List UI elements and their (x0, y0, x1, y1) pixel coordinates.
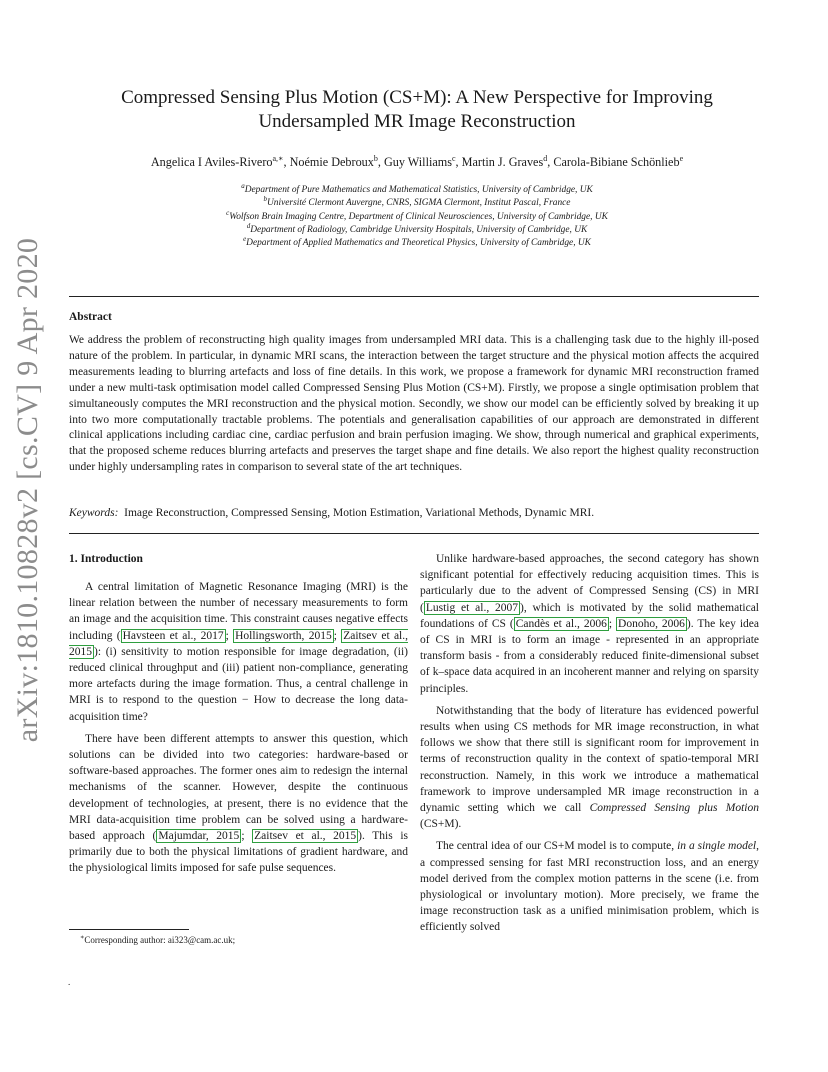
affiliation-mark: c (226, 208, 230, 217)
author-separator: , (455, 155, 462, 169)
left-column (69, 551, 408, 883)
paragraph-text: ), which is motivated by the solid mathematical foundations of CS ( (420, 601, 759, 630)
author-name: Angelica I Aviles-Rivero (150, 155, 273, 169)
paragraph-text: Unlike hardware-based approaches, the second category has shown significant potential for effectively reducing acquisition times. This is particularly due to the advent of Compressed Sensing (CS) in MRI ( (420, 553, 759, 614)
citation-separator: ; (241, 830, 253, 843)
citation-link[interactable]: Majumdar, 2015 (158, 830, 240, 843)
affiliation-list (60, 181, 774, 250)
citation-link[interactable]: Hollingsworth, 2015 (235, 629, 332, 642)
citation-link[interactable]: Donoho, 2006 (618, 617, 685, 630)
affiliation-text: Department of Pure Mathematics and Mathematical Statistics, University of Cambridge, UK (244, 185, 593, 195)
author-separator: , (283, 155, 290, 169)
author-name: Guy Williams (383, 155, 452, 169)
affiliation-line (60, 237, 774, 250)
abstract-heading: Abstract (69, 311, 112, 323)
author-affiliation-mark: c (451, 153, 456, 163)
paragraph-text: ). This is primarily due to both the physical limitations of gradient hardware, and the physiological limits imposed for safe pulse sequences. (69, 830, 408, 875)
paragraph-text: A central limitation of Magnetic Resonance Imaging (MRI) is the linear relation between the number of necessary measurements to form an image and the acquisition time. This constraint causes negative effects including ( (69, 581, 408, 642)
author-separator: , (547, 155, 554, 169)
paragraph-text: The central idea of our CS+M model is to compute, (436, 840, 678, 853)
author-name: Martin J. Graves (461, 155, 544, 169)
author-affiliation-mark: a,∗ (272, 153, 284, 163)
citation-link[interactable]: Candès et al., 2006 (515, 617, 607, 630)
affiliation-text: Wolfson Brain Imaging Centre, Department of Clinical Neurosciences, University of Cambridge, UK (229, 211, 608, 222)
footnote-text: Corresponding author: ai323@cam.ac.uk; (84, 935, 236, 945)
abstract-top-rule (69, 296, 759, 297)
affiliation-text: Department of Applied Mathematics and Theoretical Physics, University of Cambridge, UK (246, 238, 591, 249)
page-mark: . (68, 977, 71, 987)
arxiv-sidebar (6, 237, 50, 743)
intro-paragraph-1 (69, 579, 408, 725)
citation-separator: ; (225, 629, 234, 642)
affiliation-line (60, 208, 774, 224)
citation-link[interactable]: Havsteen et al., 2017 (122, 629, 224, 642)
paragraph-text: ). The key idea of CS in MRI is to form an image - represented in an appropriate transform basis - from a considerably reduced finite-dimensional subset of k–space data acquired in an incoherent manner and relying on sparsity principles. (420, 617, 759, 695)
footnote-mark: ∗ (80, 934, 85, 941)
paragraph-emphasis: in a single model (677, 840, 757, 853)
affiliation-mark: a (241, 181, 245, 190)
affiliation-line (60, 181, 774, 197)
footnote-rule (69, 929, 189, 930)
affiliation-text: Department of Radiology, Cambridge University Hospitals, University of Cambridge, UK (250, 224, 588, 235)
affiliation-line (60, 197, 774, 210)
paragraph-text: ): (i) sensitivity to motion responsible for image degradation, (ii) reduced clinical throughput and (iii) patient non-compliance, generating more artefacts during the image formation. Thus, a central challenge in MRI is to respond to the question − How to decrease the long data-acquisition time? (69, 645, 408, 723)
corresponding-author-footnote (80, 934, 235, 946)
author-list (60, 154, 774, 170)
keywords-label: Keywords: (69, 507, 119, 519)
title-line-2: Undersampled MR Image Reconstruction (258, 111, 576, 132)
abstract-text: We address the problem of reconstructing high quality images from undersampled MRI data. This is a challenging task due to the highly ill-posed nature of the problem. In particular, in dynamic MRI scans, the interaction between the target structure and the physical motion affects the acquired measurements leading to blurring artefacts and loss of fine details. In this work, we propose a framework for dynamic MRI reconstruction framed under a new multi-task optimisation model called Compressed Sensing Plus Motion (CS+M). Firstly, we propose a single optimisation problem that simultaneously computes the MRI reconstruction and the physical motion. Secondly, we show our model can be efficiently solved by breaking it up into two more computationally tractable problems. The potentials and generalisation capabilities of our approach are demonstrated in different clinical applications including cardiac cine, cardiac perfusion and brain perfusion imaging. We show, through numerical and graphical experiments, that the proposed scheme reduces blurring artefacts and preserves the target shape and fine details. We also report the highest quality reconstruction under highly undersampling rates in comparison to several state of the art techniques. (69, 334, 759, 474)
citation-separator: ; (333, 629, 342, 642)
keywords-line (69, 505, 759, 521)
author-affiliation-mark: e (679, 153, 684, 163)
title-line-1: Compressed Sensing Plus Motion (CS+M): A New Perspective for Improving (121, 87, 713, 108)
citation-separator: ; (608, 617, 617, 630)
keywords-text: Image Reconstruction, Compressed Sensing, Motion Estimation, Variational Methods, Dynamic MRI. (124, 507, 595, 519)
affiliation-text: Université Clermont Auvergne, CNRS, SIGMA Clermont, Institut Pascal, France (267, 198, 571, 209)
intro-paragraph-3 (420, 551, 759, 697)
paragraph-text: Notwithstanding that the body of literature has evidenced powerful results when using CS methods for MR image reconstruction, in what follows we show that there still is significant room for improvement in terms of reconstruction quality in the context of spatio-temporal MRI reconstruction. Namely, in this work we introduce a mathematical framework to improve undersampled MR image reconstruction in a dynamic setting which we call (420, 704, 759, 815)
affiliation-mark: b (263, 195, 268, 204)
citation-link[interactable]: Zaitsev et al., 2015 (254, 830, 357, 843)
arxiv-identifier: arXiv:1810.10828v2 [cs.CV] 9 Apr 2020 (11, 237, 44, 743)
affiliation-mark: d (246, 221, 251, 230)
intro-paragraph-4 (420, 703, 759, 833)
citation-link[interactable]: Zaitsev et al., 2015 (69, 629, 409, 658)
paragraph-text: (CS+M). (420, 818, 462, 831)
author-affiliation-mark: d (543, 153, 548, 163)
author-affiliation-mark: b (373, 153, 378, 163)
author-separator: , (377, 155, 384, 169)
abstract-bottom-rule (69, 533, 759, 534)
paragraph-text: , a compressed sensing for fast MRI reconstruction loss, and an energy model derived from the complex motion patterns in the scene (i.e. from physiological or involuntary motion). More precisely, we frame the image reconstruction task as a unified minimisation problem, which is efficiently solved (420, 840, 759, 934)
paragraph-emphasis: Compressed Sensing plus Motion (589, 802, 759, 815)
section-heading-introduction: 1. Introduction (69, 553, 143, 565)
right-column (420, 551, 759, 942)
affiliation-line (60, 221, 774, 237)
citation-link[interactable]: Lustig et al., 2007 (425, 601, 519, 614)
intro-paragraph-5 (420, 838, 759, 935)
affiliation-mark: e (243, 235, 247, 244)
author-name: Noémie Debroux (289, 155, 374, 169)
paper-title (60, 86, 774, 134)
paragraph-text: There have been different attempts to answer this question, which solutions can be divided into two categories: hardware-based or software-based approaches. The former ones aim to redesign the internal mechanisms of the scanner. However, despite the continuous development of technologies, at present, there is no evidence that the MRI data-acquisition time problem can be solved using a hardware-based approach ( (69, 732, 408, 843)
intro-paragraph-2 (69, 731, 408, 877)
author-name: Carola-Bibiane Schönlieb (553, 155, 680, 169)
